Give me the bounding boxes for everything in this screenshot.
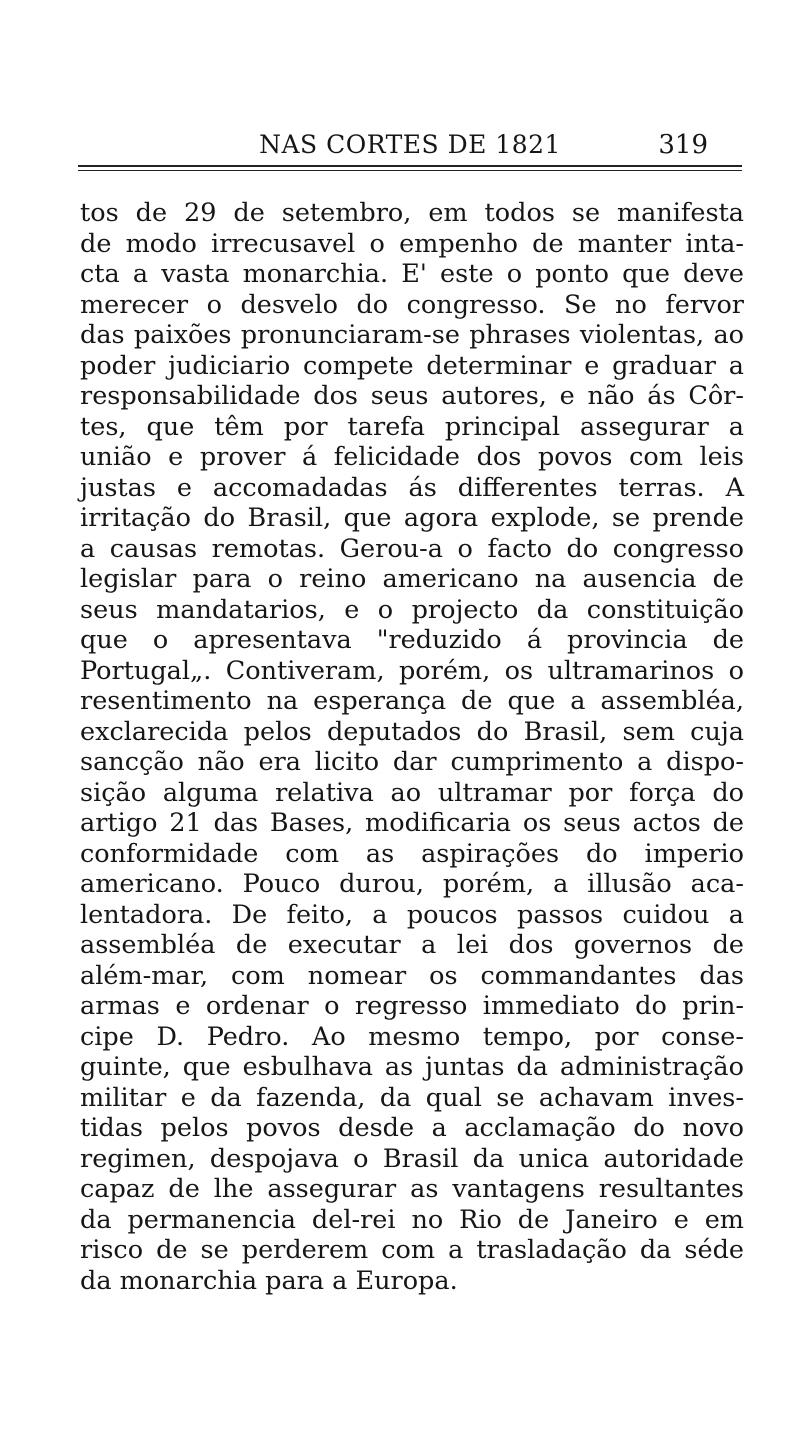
text-line: cipe D. Pedro. Ao mesmo tempo, por conse- [80,1021,744,1052]
text-line: exclarecida pelos deputados do Brasil, sem cuja [80,716,744,747]
text-line: tes, que têm por tarefa principal assegurar a [80,411,744,442]
text-line: merecer o desvelo do congresso. Se no fervor [80,289,744,320]
text-line: resentimento na esperança de que a assembléa, [80,686,744,716]
text-line: regimen, despojava o Brasil da unica autoridade [80,1143,744,1174]
text-line: tidas pelos povos desde a acclamação do novo [80,1113,744,1143]
text-line: poder judiciario compete determinar e graduar a [80,350,744,381]
text-line: legislar para o reino americano na ausencia de [80,564,744,594]
running-title: NAS CORTES DE 1821 [259,130,561,159]
text-line: lentadora. De feito, a poucos passos cuidou a [80,899,744,930]
text-line: cta a vasta monarchia. E' este o ponto que deve [80,259,744,289]
text-line: militar e da fazenda, da qual se achavam inves- [80,1082,744,1113]
text-line: da permanencia del-rei no Rio de Janeiro e em [80,1204,744,1235]
text-line: justas e accomadadas ás differentes terras. A [80,472,744,503]
text-line: americano. Pouco durou, porém, a illusão aca- [80,869,744,899]
header-rule-bottom [78,170,742,171]
text-line: responsabilidade dos seus autores, e não ás Côr- [80,381,744,411]
text-line: sancção não era licito dar cumprimento a dispo- [80,747,744,777]
text-line: a causas remotas. Gerou-a o facto do congresso [80,533,744,564]
text-line: da monarchia para a Europa. [80,1265,458,1296]
text-line: tos de 29 de setembro, em todos se manifesta [80,198,744,228]
running-head [78,128,742,162]
page-number: 319 [658,130,708,160]
text-line: guinte, que esbulhava as juntas da administração [80,1052,744,1082]
text-line: conformidade com as aspirações do imperio [80,838,744,869]
body-text [80,198,744,1296]
text-line: irritação do Brasil, que agora explode, se prende [80,503,744,533]
text-line: além-mar, com nomear os commandantes das [80,960,744,991]
text-line: capaz de lhe assegurar as vantagens resultantes [80,1174,744,1204]
text-line: armas e ordenar o regresso immediato do prin- [80,991,744,1021]
text-line: união e prover á felicidade dos povos com leis [80,442,744,472]
text-line: artigo 21 das Bases, modificaria os seus actos de [80,808,744,838]
text-line: assembléa de executar a lei dos governos de [80,930,744,960]
text-line: das paixões pronunciaram-se phrases violentas, ao [80,320,744,350]
text-line: que o apresentava "reduzido á provincia de [80,625,744,655]
header-rule-top [78,165,742,167]
text-line: seus mandatarios, e o projecto da constituição [80,594,744,625]
text-line: Portugal„. Contiveram, porém, os ultramarinos o [80,655,744,686]
text-line: sição alguma relativa ao ultramar por força do [80,777,744,808]
text-line: risco de se perderem com a trasladação da séde [80,1235,744,1265]
text-line: de modo irrecusavel o empenho de manter inta- [80,228,744,259]
